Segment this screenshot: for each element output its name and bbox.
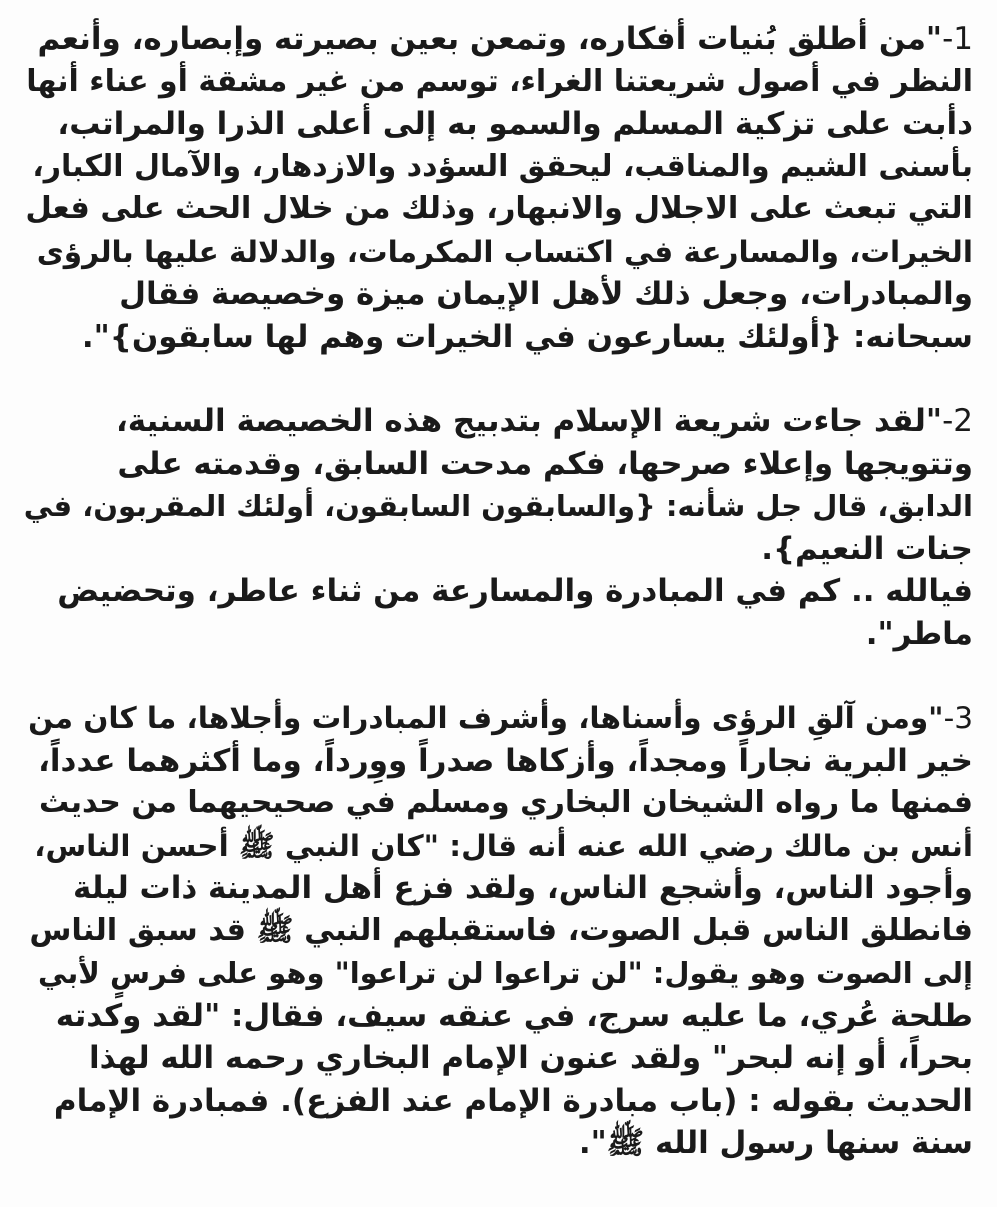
text-line: التي تبعث على الاجلال والانبهار، وذلك من خلال الحث على فعل <box>25 191 973 226</box>
text-line: ماطر". <box>865 615 973 652</box>
text-line: والمبادرات، وجعل ذلك لأهل الإيمان ميزة وخصيصة فقال <box>119 276 973 312</box>
paragraph-number: 1- <box>942 21 973 57</box>
text-line: إلى الصوت وهو يقول: "لن تراعوا لن تراعوا" وهو على فرسٍ لأبي <box>38 956 973 990</box>
text-line: طلحة عُري، ما عليه سرج، في عنقه سيف، فقال: "لقد وكدته <box>55 997 973 1034</box>
text-line: وأجود الناس، وأشجع الناس، ولقد فزع أهل المدينة ذات ليلة <box>73 870 973 906</box>
text-line: 1-"من أطلق بُنيات أفكاره، وتمعن بعين بصيرته وإبصاره، وأنعم <box>37 21 973 57</box>
text-line: فانطلق الناس قبل الصوت، فاستقبلهم النبي ﷺ قد سبق الناس <box>29 912 973 948</box>
paragraph-3 <box>24 697 973 1165</box>
document-body <box>24 18 973 1207</box>
text-line: 3-"ومن آلقِ الرؤى وأسناها، وأشرف المبادرات وأجلاها، ما كان من <box>28 701 973 735</box>
text-line: فيالله .. كم في المبادرة والمسارعة من ثناء عاطر، وتحضيض <box>57 573 973 609</box>
text-line: سبحانه: {أولئك يسارعون في الخيرات وهم لها سابقون}". <box>81 318 973 355</box>
text-line: أنس بن مالك رضي الله عنه أنه قال: "كان النبي ﷺ أحسن الناس، <box>34 828 973 863</box>
text-line: الخيرات، والمسارعة في اكتساب المكرمات، والدلالة عليها بالرؤى <box>36 234 973 269</box>
text-line: الحديث بقوله : (باب مبادرة الإمام عند الفزع). فمبادرة الإمام <box>53 1082 973 1119</box>
text-line: دأبت على تزكية المسلم والسمو به إلى أعلى الذرا والمراتب، <box>57 106 973 142</box>
text-line: بأسنى الشيم والمناقب، ليحقق السؤدد والازدهار، والآمال الكبار، <box>32 148 973 184</box>
paragraph-number: 2- <box>942 403 973 439</box>
text-line: بحراً، أو إنه لبحر" ولقد عنون الإمام البخاري رحمه الله لهذا <box>88 1040 973 1076</box>
text-line: الدابق، قال جل شأنه: {والسابقون السابقون، أولئك المقربون، في <box>23 489 973 523</box>
paragraph-number: 3- <box>943 701 973 735</box>
text-line: جنات النعيم}. <box>761 530 973 567</box>
text-line: النظر في أصول شريعتنا الغراء، توسم من غير مشقة أو عناء أنها <box>26 63 973 99</box>
text-line: خير البرية نجاراً ومجداً، وأزكاها صدراً ووِرداً، وما أكثرهما عدداً، <box>38 742 973 779</box>
paragraph-2 <box>24 400 973 655</box>
paragraph-1 <box>24 18 973 358</box>
text-line: فمنها ما رواه الشيخان البخاري ومسلم في صحيحيهما من حديث <box>38 785 973 820</box>
text-line: سنة سنها رسول الله ﷺ". <box>578 1125 973 1161</box>
text-line: 2-"لقد جاءت شريعة الإسلام بتدبيج هذه الخصيصة السنية، <box>115 403 973 439</box>
text-line: وتتويجها وإعلاء صرحها، فكم مدحت السابق، وقدمته على <box>117 445 973 482</box>
